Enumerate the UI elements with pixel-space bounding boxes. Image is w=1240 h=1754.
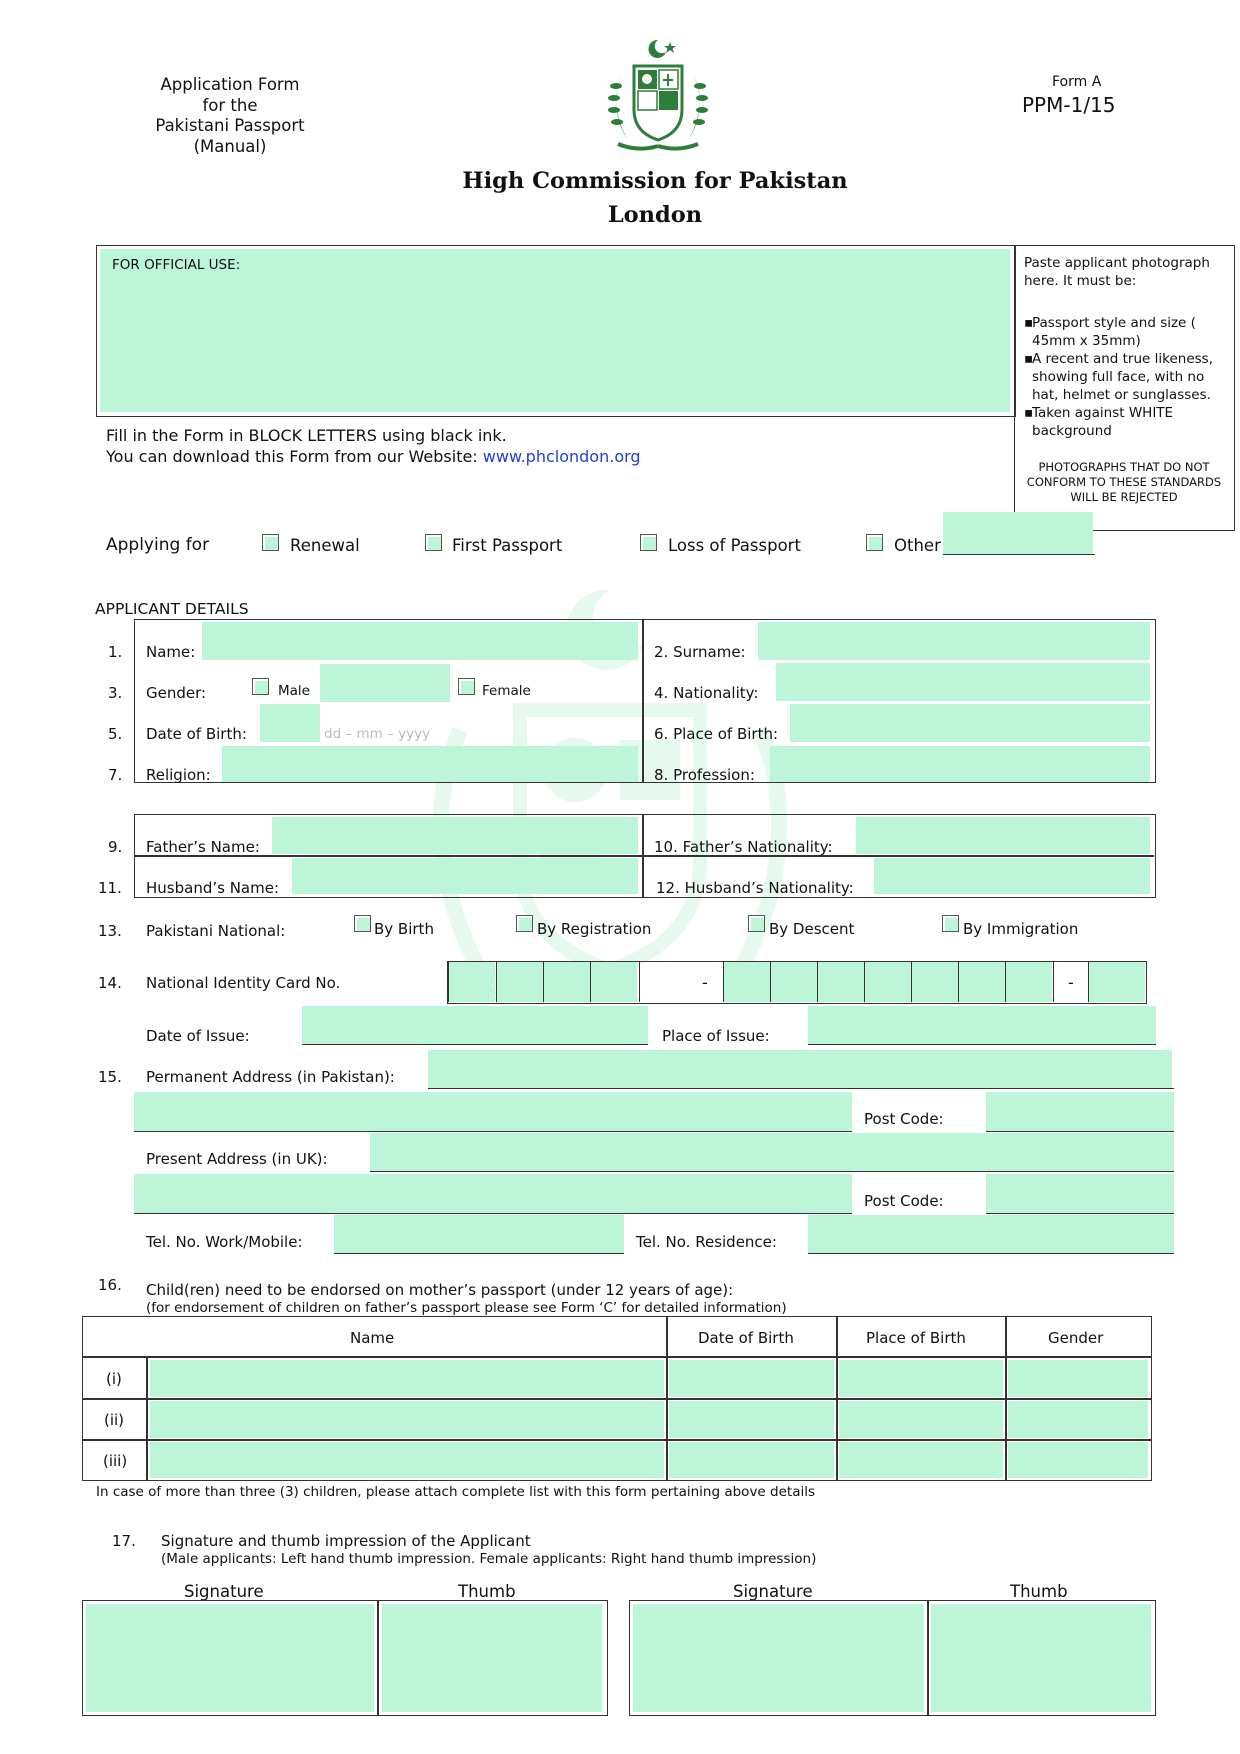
col-header-place: Place of Birth [866,1329,966,1347]
by-registration-label: By Registration [537,920,652,938]
signature-heading: Signature and thumb impression of the Applicant [161,1532,531,1550]
children-col-line [836,1316,838,1480]
present-address-input-2[interactable] [134,1174,852,1213]
form-number: PPM-1/15 [1022,93,1116,117]
male-checkbox[interactable] [252,678,269,695]
by-immigration-label: By Immigration [963,920,1079,938]
applying-for-label: Applying for [106,535,210,555]
applicant-details-heading: APPLICANT DETAILS [95,600,249,618]
row-number: 15. [98,1068,122,1086]
by-birth-checkbox[interactable] [354,915,371,932]
religion-input[interactable] [222,746,638,782]
photo-warning: PHOTOGRAPHS THAT DO NOT CONFORM TO THESE STANDARDS WILL BE REJECTED [1026,460,1222,504]
nic-digit[interactable] [1005,962,1052,1002]
parent-table-rowline [134,855,1154,857]
children-subheading: (for endorsement of children on father’s passport please see Form ‘C’ for detailed information) [146,1300,787,1316]
children-heading: Child(ren) need to be endorsed on mother’s passport (under 12 years of age): [146,1281,734,1299]
nic-digit[interactable] [770,962,817,1002]
children-col-line [1005,1316,1007,1480]
photo-instructions [1024,254,1229,505]
row-number: 14. [98,974,122,992]
place-of-issue-label: Place of Issue: [662,1027,770,1045]
female-label: Female [482,683,531,699]
husband-name-label: Husband’s Name: [146,879,280,897]
children-header-line [82,1356,1152,1358]
row-number: 13. [98,922,122,940]
child-dob-input[interactable] [669,1401,834,1438]
husband-name-input[interactable] [292,858,638,894]
nationality-label: 4. Nationality: [654,684,759,702]
nic-digit[interactable] [448,962,495,1002]
perm-address-label: Permanent Address (in Pakistan): [146,1068,395,1086]
children-row-line [82,1439,1152,1441]
present-post-code-underline [986,1213,1174,1214]
children-row-line [82,1398,1152,1400]
other-label: Other [894,536,941,555]
other-underline [943,554,1095,555]
col-header-name: Name [350,1329,395,1347]
pak-national-label: Pakistani National: [146,922,286,940]
applicant-table-divider [642,619,644,782]
father-name-input[interactable] [272,817,638,854]
row-number: 7. [108,766,123,784]
post-code-label: Post Code: [864,1110,944,1128]
col-header-dob: Date of Birth [698,1329,794,1347]
present-address-underline-2 [134,1213,852,1214]
child-row-label: (i) [106,1370,122,1388]
form-title-line: (Manual) [193,136,267,156]
nic-digit[interactable] [1088,962,1145,1002]
by-descent-label: By Descent [769,920,855,938]
present-post-code-input[interactable] [986,1174,1174,1213]
perm-address-underline-2 [134,1131,852,1132]
tel-res-label: Tel. No. Residence: [636,1233,777,1251]
nic-digit[interactable] [496,962,543,1002]
child-row-label: (iii) [103,1452,128,1470]
husband-nationality-input[interactable] [874,858,1150,894]
male-field [320,664,450,702]
renewal-checkbox[interactable] [262,534,279,551]
loss-of-passport-label: Loss of Passport [668,536,801,555]
nic-digit[interactable] [723,962,770,1002]
signature-pad[interactable] [86,1604,374,1712]
perm-post-code-input[interactable] [986,1092,1174,1131]
official-use-label: FOR OFFICIAL USE: [112,257,241,273]
child-place-input[interactable] [839,1360,1003,1397]
other-checkbox[interactable] [866,534,883,551]
nic-separator: - [1053,962,1088,1002]
state-emblem-icon [592,36,724,158]
by-descent-checkbox[interactable] [748,915,765,932]
date-of-issue-label: Date of Issue: [146,1027,250,1045]
child-gender-input[interactable] [1008,1360,1148,1397]
signature-number: 17. [112,1532,136,1550]
place-of-birth-label: 6. Place of Birth: [654,725,779,743]
photo-rule: ▪ Passport style and size ( 45mm x 35mm) [1024,315,1196,349]
website-link[interactable]: www.phclondon.org [482,447,641,466]
surname-input[interactable] [758,622,1150,660]
row-number: 11. [98,879,122,897]
father-nationality-input[interactable] [856,817,1150,854]
perm-address-underline [428,1088,1174,1089]
form-title-line: Application Form [160,75,300,94]
nic-digit[interactable] [911,962,958,1002]
instruction-prefix: You can download this Form from our Website: [106,447,478,466]
instruction-line-1: Fill in the Form in BLOCK LETTERS using black ink. [106,426,507,445]
photo-intro: Paste applicant photograph here. It must be: [1024,255,1210,289]
signature-label: Signature [184,1582,264,1601]
child-gender-input[interactable] [1008,1442,1148,1478]
tel-res-input[interactable] [808,1215,1174,1253]
father-nationality-label: 10. Father’s Nationality: [654,838,833,856]
instruction-line-2 [106,447,641,466]
children-number: 16. [98,1276,122,1294]
first-passport-checkbox[interactable] [425,534,442,551]
thumb-pad[interactable] [382,1604,602,1712]
child-name-input[interactable] [150,1442,664,1478]
official-use-field[interactable] [100,249,1010,412]
child-place-input[interactable] [839,1401,1003,1438]
date-of-issue-underline [302,1044,648,1045]
signature-divider [927,1600,929,1716]
dob-hint: dd – mm – yyyy [324,726,431,742]
date-of-issue-input[interactable] [302,1006,648,1044]
by-immigration-checkbox[interactable] [942,915,959,932]
row-number: 9. [108,838,123,856]
child-place-input[interactable] [839,1442,1003,1478]
form-title [120,75,340,157]
present-address-input-1[interactable] [370,1133,1174,1171]
tel-work-label: Tel. No. Work/Mobile: [146,1233,303,1251]
signature-pad[interactable] [633,1604,924,1712]
form-title-line: for the [202,95,258,115]
name-input[interactable] [202,622,638,660]
child-dob-input[interactable] [669,1360,834,1397]
row-number: 1. [108,643,123,661]
children-col-line [666,1316,668,1480]
child-dob-input[interactable] [669,1442,834,1478]
tel-work-underline [334,1253,624,1254]
nic-digit[interactable] [543,962,590,1002]
row-number: 3. [108,684,123,702]
perm-address-input-2[interactable] [134,1092,852,1131]
dob-label: Date of Birth: [146,725,247,743]
husband-nationality-label: 12. Husband’s Nationality: [656,879,854,897]
tel-res-underline [808,1253,1174,1254]
child-row-label: (ii) [104,1411,125,1429]
signature-divider [377,1600,379,1716]
profession-label: 8. Profession: [654,766,755,784]
gender-label: Gender: [146,684,207,702]
thumb-label: Thumb [458,1582,516,1601]
profession-input[interactable] [770,746,1150,782]
nationality-input[interactable] [776,663,1150,701]
male-label: Male [278,683,310,699]
nic-digit[interactable] [817,962,864,1002]
row-number: 5. [108,725,123,743]
by-registration-checkbox[interactable] [516,915,533,932]
dob-input[interactable] [260,704,320,742]
form-code: Form A [1052,74,1102,90]
other-input[interactable] [943,512,1093,554]
children-col-line [146,1357,148,1480]
name-label: Name: [146,643,196,661]
present-address-label: Present Address (in UK): [146,1150,328,1168]
office-line-2: London [607,202,703,228]
present-address-underline [370,1171,1174,1172]
form-title-line: Pakistani Passport [155,116,305,135]
surname-label: 2. Surname: [654,643,746,661]
by-birth-label: By Birth [374,920,434,938]
children-note: In case of more than three (3) children, please attach complete list with this form pertaining above details [96,1484,816,1500]
photo-rule: ▪ A recent and true likeness, showing full face, with no hat, helmet or sunglasses. [1024,351,1214,403]
child-gender-input[interactable] [1008,1401,1148,1438]
female-checkbox[interactable] [458,678,475,695]
child-name-input[interactable] [150,1401,664,1438]
child-name-input[interactable] [150,1360,664,1397]
place-of-birth-input[interactable] [790,704,1150,742]
thumb-label: Thumb [1010,1582,1068,1601]
photo-rule: ▪ Taken against WHITE background [1024,405,1174,439]
nic-separator: - [639,962,724,1002]
loss-of-passport-checkbox[interactable] [640,534,657,551]
col-header-gender: Gender [1048,1329,1104,1347]
first-passport-label: First Passport [452,536,563,555]
father-name-label: Father’s Name: [146,838,260,856]
post-code-label: Post Code: [864,1192,944,1210]
perm-address-input-1[interactable] [428,1050,1172,1088]
nic-label: National Identity Card No. [146,974,341,992]
nic-digit[interactable] [958,962,1005,1002]
perm-post-code-underline [986,1131,1174,1132]
signature-subheading: (Male applicants: Left hand thumb impression. Female applicants: Right hand thumb impression) [161,1551,817,1567]
renewal-label: Renewal [290,536,360,555]
place-of-issue-underline [808,1044,1156,1045]
religion-label: Religion: [146,766,211,784]
tel-work-input[interactable] [334,1215,624,1253]
nic-digit[interactable] [590,962,637,1002]
place-of-issue-input[interactable] [808,1006,1156,1044]
nic-digit[interactable] [864,962,911,1002]
signature-label: Signature [733,1582,813,1601]
thumb-pad[interactable] [931,1604,1151,1712]
office-title [400,164,910,232]
office-line-1: High Commission for Pakistan [462,168,848,194]
